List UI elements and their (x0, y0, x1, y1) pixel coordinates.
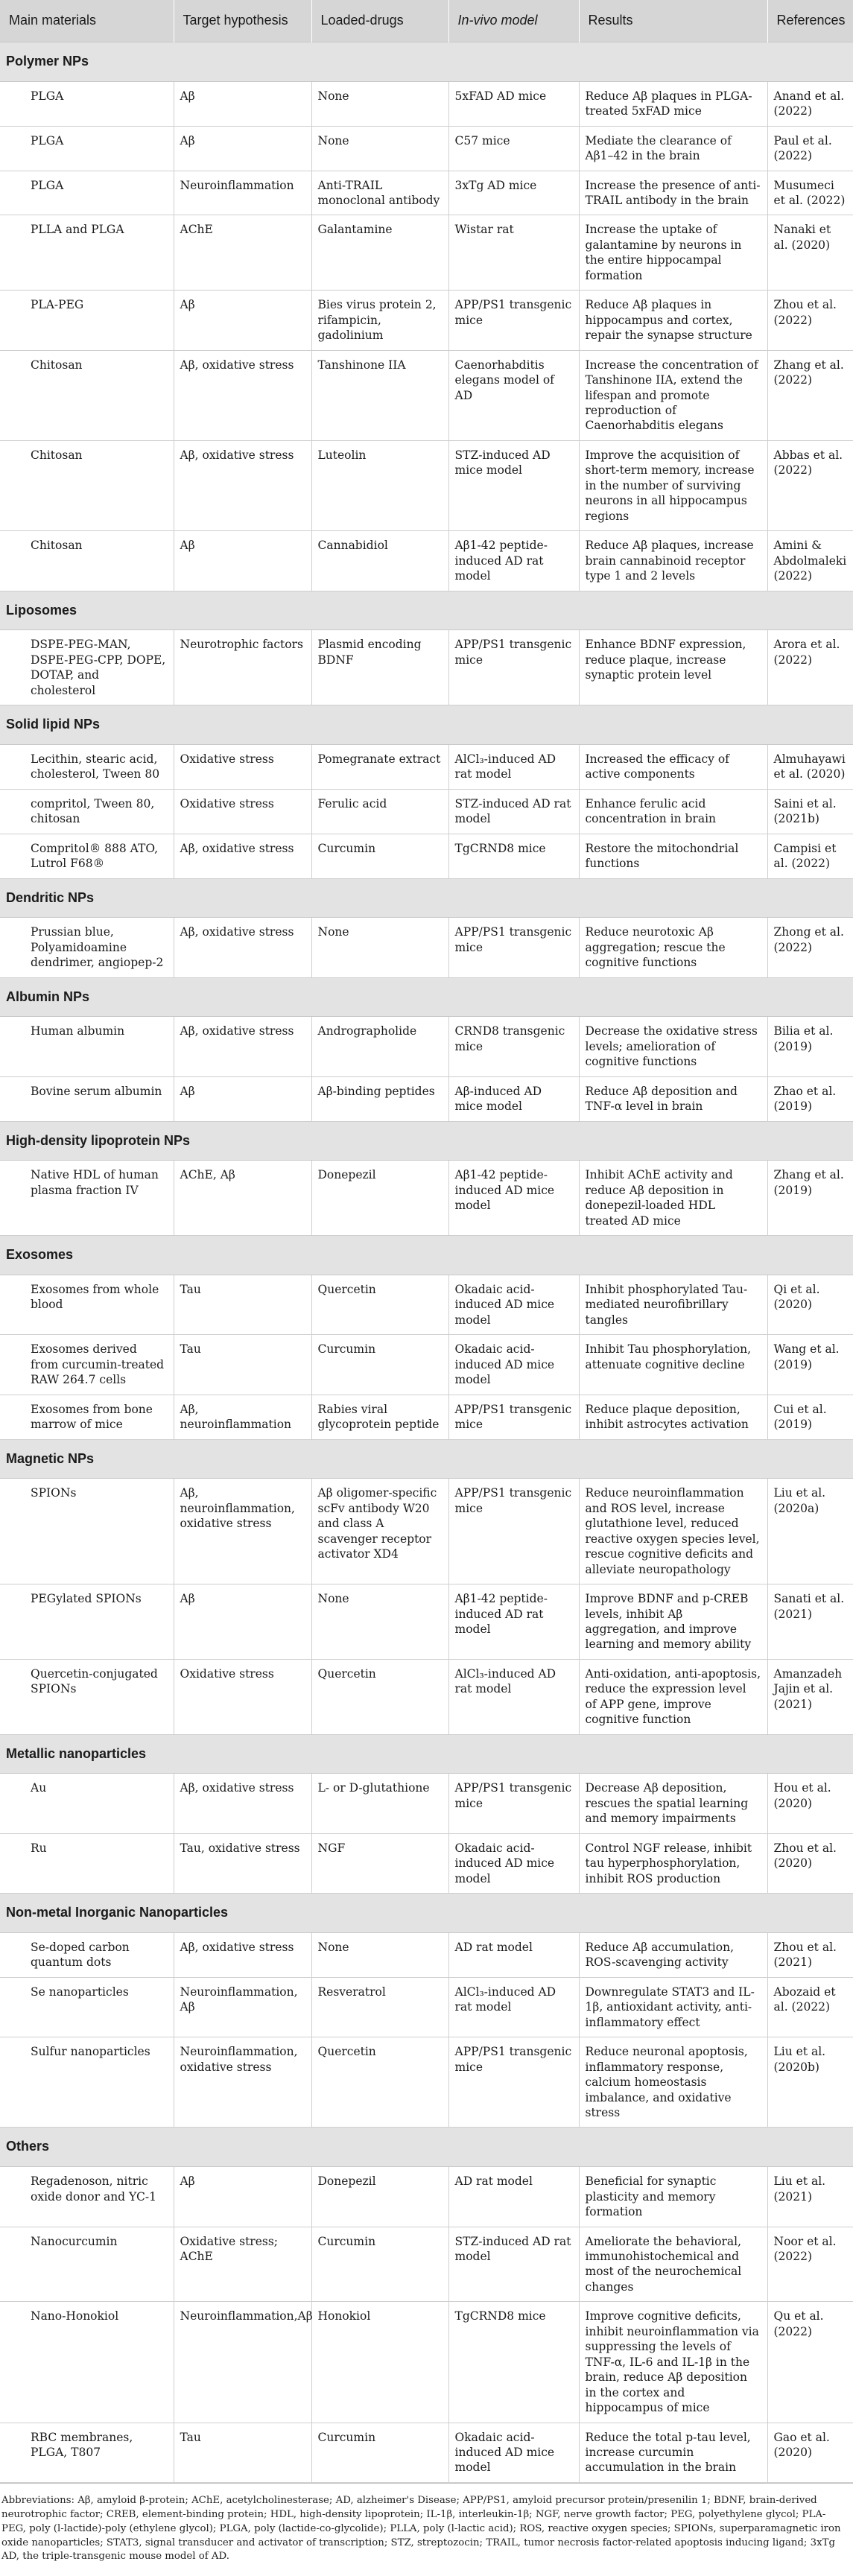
cell-loaded-drugs: L- or D-glutathione (311, 1774, 448, 1833)
cell-loaded-drugs: Plasmid encoding BDNF (311, 630, 448, 705)
table-row (0, 1161, 853, 1236)
header-row (0, 0, 853, 42)
section-row (0, 977, 853, 1017)
cell-loaded-drugs: Rabies viral glycoprotein peptide (311, 1395, 448, 1439)
cell-results: Enhance ferulic acid concentration in brain (579, 789, 767, 834)
cell-references: Noor et al. (2022) (767, 2227, 853, 2302)
cell-target-hypothesis: AChE (174, 215, 311, 291)
cell-references: Paul et al. (2022) (767, 126, 853, 171)
cell-main-materials: RBC membranes, PLGA, T807 (0, 2423, 174, 2482)
table-row (0, 1774, 853, 1833)
cell-loaded-drugs: Luteolin (311, 440, 448, 530)
cell-references: Anand et al. (2022) (767, 81, 853, 126)
section-title: Magnetic NPs (0, 1439, 853, 1479)
cell-loaded-drugs: Anti-TRAIL monoclonal antibody (311, 171, 448, 215)
section-title: Dendritic NPs (0, 878, 853, 918)
cell-main-materials: PLGA (0, 126, 174, 171)
cell-target-hypothesis: Aβ (174, 1076, 311, 1121)
cell-references: Sanati et al. (2021) (767, 1584, 853, 1660)
cell-target-hypothesis: Neuroinflammation (174, 171, 311, 215)
cell-results: Decrease the oxidative stress levels; amelioration of cognitive functions (579, 1017, 767, 1076)
cell-results: Restore the mitochondrial functions (579, 834, 767, 878)
table-row (0, 1395, 853, 1439)
cell-main-materials: PLLA and PLGA (0, 215, 174, 291)
cell-loaded-drugs: None (311, 126, 448, 171)
cell-loaded-drugs: Curcumin (311, 2227, 448, 2302)
cell-main-materials: SPIONs (0, 1479, 174, 1584)
cell-loaded-drugs: Ferulic acid (311, 789, 448, 834)
cell-target-hypothesis: Aβ, oxidative stress (174, 1932, 311, 1977)
cell-main-materials: Native HDL of human plasma fraction IV (0, 1161, 174, 1236)
cell-in-vivo-model: AlCl₃-induced AD rat model (448, 744, 579, 789)
cell-references: Zhou et al. (2021) (767, 1932, 853, 1977)
cell-loaded-drugs: None (311, 1932, 448, 1977)
table-row (0, 1335, 853, 1395)
section-row (0, 1439, 853, 1479)
cell-loaded-drugs: Quercetin (311, 2037, 448, 2128)
table-row (0, 1584, 853, 1660)
cell-references: Abbas et al. (2022) (767, 440, 853, 530)
cell-main-materials: PEGylated SPIONs (0, 1584, 174, 1660)
cell-results: Increased the efficacy of active components (579, 744, 767, 789)
section-row (0, 1894, 853, 1933)
cell-references: Zhang et al. (2019) (767, 1161, 853, 1236)
cell-target-hypothesis: Neuroinflammation, oxidative stress (174, 2037, 311, 2128)
cell-in-vivo-model: Okadaic acid- induced AD mice model (448, 1335, 579, 1395)
cell-main-materials: Human albumin (0, 1017, 174, 1076)
table-row (0, 2302, 853, 2423)
cell-in-vivo-model: AD rat model (448, 2167, 579, 2227)
cell-references: Nanaki et al. (2020) (767, 215, 853, 291)
cell-results: Reduce Aβ plaques in hippocampus and cortex, repair the synapse structure (579, 291, 767, 350)
cell-main-materials: compritol, Tween 80, chitosan (0, 789, 174, 834)
cell-main-materials: Prussian blue, Polyamidoamine dendrimer, angiopep-2 (0, 918, 174, 977)
cell-references: Amanzadeh Jajin et al. (2021) (767, 1659, 853, 1734)
cell-main-materials: Bovine serum albumin (0, 1076, 174, 1121)
cell-in-vivo-model: 5xFAD AD mice (448, 81, 579, 126)
cell-in-vivo-model: Aβ1-42 peptide-induced AD mice model (448, 1161, 579, 1236)
cell-references: Liu et al. (2021) (767, 2167, 853, 2227)
cell-results: Inhibit phosphorylated Tau-mediated neurofibrillary tangles (579, 1275, 767, 1335)
cell-references: Liu et al. (2020b) (767, 2037, 853, 2128)
cell-in-vivo-model: APP/PS1 transgenic mice (448, 2037, 579, 2128)
cell-results: Reduce Aβ plaques, increase brain cannabinoid receptor type 1 and 2 levels (579, 531, 767, 591)
table-header (0, 0, 853, 42)
cell-target-hypothesis: AChE, Aβ (174, 1161, 311, 1236)
table-row (0, 1659, 853, 1734)
table-row (0, 2167, 853, 2227)
cell-loaded-drugs: Honokiol (311, 2302, 448, 2423)
cell-references: Zhou et al. (2020) (767, 1833, 853, 1893)
cell-references: Campisi et al. (2022) (767, 834, 853, 878)
cell-main-materials: PLA-PEG (0, 291, 174, 350)
section-title: Metallic nanoparticles (0, 1734, 853, 1774)
table-row (0, 1017, 853, 1076)
cell-results: Decrease Aβ deposition, rescues the spatial learning and memory impairments (579, 1774, 767, 1833)
table-row (0, 531, 853, 591)
section-row (0, 591, 853, 630)
table-row (0, 834, 853, 878)
cell-loaded-drugs: Donepezil (311, 1161, 448, 1236)
cell-main-materials: Se-doped carbon quantum dots (0, 1932, 174, 1977)
cell-target-hypothesis: Neuroinflammation,Aβ (174, 2302, 311, 2423)
cell-loaded-drugs: Resveratrol (311, 1977, 448, 2037)
cell-main-materials: Chitosan (0, 531, 174, 591)
section-title: Others (0, 2128, 853, 2167)
cell-references: Musumeci et al. (2022) (767, 171, 853, 215)
cell-results: Mediate the clearance of Aβ1–42 in the brain (579, 126, 767, 171)
cell-results: Reduce Aβ deposition and TNF-α level in brain (579, 1076, 767, 1121)
table-row (0, 440, 853, 530)
cell-main-materials: DSPE-PEG-MAN, DSPE-PEG-CPP, DOPE, DOTAP, and cholesterol (0, 630, 174, 705)
cell-references: Bilia et al. (2019) (767, 1017, 853, 1076)
cell-results: Inhibit Tau phosphorylation, attenuate cognitive decline (579, 1335, 767, 1395)
cell-target-hypothesis: Aβ, oxidative stress (174, 350, 311, 440)
cell-results: Improve BDNF and p-CREB levels, inhibit Aβ aggregation, and improve learning and memory ability (579, 1584, 767, 1660)
cell-main-materials: Compritol® 888 ATO, Lutrol F68® (0, 834, 174, 878)
cell-results: Anti-oxidation, anti-apoptosis, reduce the expression level of APP gene, improve cognitive function (579, 1659, 767, 1734)
header-main-materials: Main materials (0, 0, 174, 42)
cell-in-vivo-model: APP/PS1 transgenic mice (448, 918, 579, 977)
cell-loaded-drugs: Aβ oligomer-specific scFv antibody W20 and class A scavenger receptor activator XD4 (311, 1479, 448, 1584)
cell-loaded-drugs: Donepezil (311, 2167, 448, 2227)
cell-in-vivo-model: TgCRND8 mice (448, 834, 579, 878)
cell-target-hypothesis: Aβ (174, 2167, 311, 2227)
cell-in-vivo-model: APP/PS1 transgenic mice (448, 1395, 579, 1439)
section-row (0, 1236, 853, 1275)
cell-loaded-drugs: Curcumin (311, 2423, 448, 2482)
cell-references: Qu et al. (2022) (767, 2302, 853, 2423)
cell-references: Arora et al. (2022) (767, 630, 853, 705)
cell-in-vivo-model: Caenorhabditis elegans model of AD (448, 350, 579, 440)
table-row (0, 1932, 853, 1977)
cell-references: Saini et al. (2021b) (767, 789, 853, 834)
cell-results: Reduce neuroinflammation and ROS level, increase glutathione level, reduced reactive oxygen species level, rescue cognitive deficits and alleviate neuropathology (579, 1479, 767, 1584)
cell-in-vivo-model: 3xTg AD mice (448, 171, 579, 215)
cell-loaded-drugs: Bies virus protein 2, rifampicin, gadolinium (311, 291, 448, 350)
cell-references: Wang et al. (2019) (767, 1335, 853, 1395)
cell-in-vivo-model: AlCl₃-induced AD rat model (448, 1977, 579, 2037)
cell-target-hypothesis: Aβ (174, 1584, 311, 1660)
cell-references: Gao et al. (2020) (767, 2423, 853, 2482)
cell-target-hypothesis: Oxidative stress; AChE (174, 2227, 311, 2302)
cell-target-hypothesis: Aβ, neuroinflammation (174, 1395, 311, 1439)
cell-in-vivo-model: C57 mice (448, 126, 579, 171)
section-title: Polymer NPs (0, 42, 853, 82)
cell-main-materials: Se nanoparticles (0, 1977, 174, 2037)
cell-target-hypothesis: Aβ, oxidative stress (174, 834, 311, 878)
section-row (0, 1121, 853, 1161)
cell-references: Cui et al. (2019) (767, 1395, 853, 1439)
cell-target-hypothesis: Aβ (174, 531, 311, 591)
cell-target-hypothesis: Aβ (174, 81, 311, 126)
table-row (0, 2037, 853, 2128)
cell-results: Beneficial for synaptic plasticity and memory formation (579, 2167, 767, 2227)
table-footnote: Abbreviations: Aβ, amyloid β-protein; AChE, acetylcholinesterase; AD, alzheimer's Disease; APP/PS1, amyloid precursor protein/presenilin 1; BDNF, brain-derived neurotrophic factor; CREB, element-binding protein; HDL, high-density lipoprotein; IL-1β, interleukin-1β; NGF, nerve growth factor; PEG, polyethylene glycol; PLA-PEG, poly (l-lactide)-poly (ethylene glycol); PLGA, poly (lactide-co-glycolide); PLLA, poly (l-lactic acid); ROS, reactive oxygen species; SPIONs, superparamagnetic iron oxide nanoparticles; STAT3, signal transducer and activator of transcription; STZ, streptozocin; TRAIL, tumor necrosis factor-related apoptosis inducing ligand; 3xTg AD, the triple-transgenic mouse model of AD. (0, 2483, 853, 2576)
section-row (0, 2128, 853, 2167)
cell-results: Improve cognitive deficits, inhibit neuroinflammation via suppressing the levels of TNF-α, IL-6 and IL-1β in the brain, reduce Aβ deposition in the cortex and hippocampus of mice (579, 2302, 767, 2423)
section-title: Exosomes (0, 1236, 853, 1275)
cell-main-materials: Chitosan (0, 440, 174, 530)
header-references: References (767, 0, 853, 42)
table-row (0, 126, 853, 171)
cell-loaded-drugs: NGF (311, 1833, 448, 1893)
cell-in-vivo-model: STZ-induced AD rat model (448, 2227, 579, 2302)
header-in-vivo-model: In-vivo model (448, 0, 579, 42)
cell-references: Almuhayawi et al. (2020) (767, 744, 853, 789)
cell-main-materials: Chitosan (0, 350, 174, 440)
cell-target-hypothesis: Tau (174, 2423, 311, 2482)
cell-loaded-drugs: Curcumin (311, 834, 448, 878)
cell-main-materials: Exosomes from bone marrow of mice (0, 1395, 174, 1439)
cell-main-materials: Quercetin-conjugated SPIONs (0, 1659, 174, 1734)
table-row (0, 789, 853, 834)
cell-results: Inhibit AChE activity and reduce Aβ deposition in donepezil-loaded HDL treated AD mice (579, 1161, 767, 1236)
cell-references: Zhao et al. (2019) (767, 1076, 853, 1121)
cell-main-materials: Nanocurcumin (0, 2227, 174, 2302)
table-row (0, 171, 853, 215)
cell-target-hypothesis: Aβ, oxidative stress (174, 1774, 311, 1833)
cell-target-hypothesis: Neuroinflammation, Aβ (174, 1977, 311, 2037)
cell-target-hypothesis: Oxidative stress (174, 1659, 311, 1734)
cell-results: Increase the presence of anti-TRAIL antibody in the brain (579, 171, 767, 215)
table-body (0, 42, 853, 2483)
cell-references: Zhou et al. (2022) (767, 291, 853, 350)
cell-target-hypothesis: Tau (174, 1275, 311, 1335)
cell-main-materials: Ru (0, 1833, 174, 1893)
cell-results: Reduce Aβ accumulation, ROS-scavenging activity (579, 1932, 767, 1977)
cell-target-hypothesis: Oxidative stress (174, 789, 311, 834)
cell-main-materials: Au (0, 1774, 174, 1833)
cell-in-vivo-model: Okadaic acid- induced AD mice model (448, 1833, 579, 1893)
cell-in-vivo-model: STZ-induced AD mice model (448, 440, 579, 530)
table-row (0, 350, 853, 440)
cell-results: Control NGF release, inhibit tau hyperphosphorylation, inhibit ROS production (579, 1833, 767, 1893)
cell-in-vivo-model: Wistar rat (448, 215, 579, 291)
table-row (0, 918, 853, 977)
header-results: Results (579, 0, 767, 42)
cell-target-hypothesis: Oxidative stress (174, 744, 311, 789)
cell-target-hypothesis: Tau (174, 1335, 311, 1395)
cell-in-vivo-model: Okadaic acid- induced AD mice model (448, 2423, 579, 2482)
cell-results: Reduce plaque deposition, inhibit astrocytes activation (579, 1395, 767, 1439)
cell-target-hypothesis: Aβ (174, 291, 311, 350)
cell-main-materials: PLGA (0, 171, 174, 215)
table-row (0, 1076, 853, 1121)
cell-results: Reduce the total p-tau level, increase curcumin accumulation in the brain (579, 2423, 767, 2482)
cell-target-hypothesis: Aβ, oxidative stress (174, 1017, 311, 1076)
cell-in-vivo-model: Okadaic acid- induced AD mice model (448, 1275, 579, 1335)
cell-main-materials: PLGA (0, 81, 174, 126)
cell-in-vivo-model: CRND8 transgenic mice (448, 1017, 579, 1076)
section-title: Solid lipid NPs (0, 705, 853, 745)
cell-loaded-drugs: Andrographolide (311, 1017, 448, 1076)
section-title: Non-metal Inorganic Nanoparticles (0, 1894, 853, 1933)
cell-loaded-drugs: Galantamine (311, 215, 448, 291)
header-target-hypothesis: Target hypothesis (174, 0, 311, 42)
cell-loaded-drugs: Aβ-binding peptides (311, 1076, 448, 1121)
table-row (0, 81, 853, 126)
table-row (0, 1275, 853, 1335)
cell-in-vivo-model: Aβ1-42 peptide-induced AD rat model (448, 531, 579, 591)
cell-target-hypothesis: Tau, oxidative stress (174, 1833, 311, 1893)
cell-main-materials: Regadenoson, nitric oxide donor and YC-1 (0, 2167, 174, 2227)
cell-references: Amini & Abdolmaleki (2022) (767, 531, 853, 591)
section-row (0, 705, 853, 745)
cell-loaded-drugs: Cannabidiol (311, 531, 448, 591)
table-row (0, 215, 853, 291)
table-row (0, 1479, 853, 1584)
cell-in-vivo-model: APP/PS1 transgenic mice (448, 630, 579, 705)
cell-loaded-drugs: Quercetin (311, 1275, 448, 1335)
cell-in-vivo-model: AlCl₃-induced AD rat model (448, 1659, 579, 1734)
cell-references: Abozaid et al. (2022) (767, 1977, 853, 2037)
cell-target-hypothesis: Aβ (174, 126, 311, 171)
cell-main-materials: Lecithin, stearic acid, cholesterol, Tween 80 (0, 744, 174, 789)
cell-results: Increase the uptake of galantamine by neurons in the entire hippocampal formation (579, 215, 767, 291)
cell-in-vivo-model: Aβ-induced AD mice model (448, 1076, 579, 1121)
section-row (0, 878, 853, 918)
section-title: Albumin NPs (0, 977, 853, 1017)
cell-target-hypothesis: Aβ, oxidative stress (174, 918, 311, 977)
cell-in-vivo-model: Aβ1-42 peptide-induced AD rat model (448, 1584, 579, 1660)
cell-references: Zhang et al. (2022) (767, 350, 853, 440)
table-row (0, 2227, 853, 2302)
cell-results: Reduce neuronal apoptosis, inflammatory response, calcium homeostasis imbalance, and oxidative stress (579, 2037, 767, 2128)
cell-main-materials: Nano-Honokiol (0, 2302, 174, 2423)
cell-results: Reduce neurotoxic Aβ aggregation; rescue the cognitive functions (579, 918, 767, 977)
cell-loaded-drugs: None (311, 918, 448, 977)
table-row (0, 1977, 853, 2037)
header-loaded-drugs: Loaded-drugs (311, 0, 448, 42)
cell-loaded-drugs: Quercetin (311, 1659, 448, 1734)
cell-results: Increase the concentration of Tanshinone IIA, extend the lifespan and promote reproduction of Caenorhabditis elegans (579, 350, 767, 440)
table-row (0, 630, 853, 705)
table-row (0, 744, 853, 789)
cell-loaded-drugs: Tanshinone IIA (311, 350, 448, 440)
section-title: Liposomes (0, 591, 853, 630)
section-title: High-density lipoprotein NPs (0, 1121, 853, 1161)
cell-results: Improve the acquisition of short-term memory, increase in the number of surviving neurons in all hippocampus regions (579, 440, 767, 530)
cell-in-vivo-model: AD rat model (448, 1932, 579, 1977)
table-row (0, 1833, 853, 1893)
cell-results: Downregulate STAT3 and IL-1β, antioxidant activity, anti-inflammatory effect (579, 1977, 767, 2037)
cell-in-vivo-model: STZ-induced AD rat model (448, 789, 579, 834)
cell-main-materials: Exosomes from whole blood (0, 1275, 174, 1335)
cell-target-hypothesis: Neurotrophic factors (174, 630, 311, 705)
cell-in-vivo-model: TgCRND8 mice (448, 2302, 579, 2423)
section-row (0, 1734, 853, 1774)
cell-loaded-drugs: Curcumin (311, 1335, 448, 1395)
cell-results: Ameliorate the behavioral, immunohistochemical and most of the neurochemical changes (579, 2227, 767, 2302)
cell-results: Enhance BDNF expression, reduce plaque, increase synaptic protein level (579, 630, 767, 705)
cell-references: Hou et al. (2020) (767, 1774, 853, 1833)
cell-references: Zhong et al. (2022) (767, 918, 853, 977)
cell-target-hypothesis: Aβ, oxidative stress (174, 440, 311, 530)
cell-target-hypothesis: Aβ, neuroinflammation, oxidative stress (174, 1479, 311, 1584)
cell-loaded-drugs: None (311, 1584, 448, 1660)
cell-references: Liu et al. (2020a) (767, 1479, 853, 1584)
cell-loaded-drugs: None (311, 81, 448, 126)
cell-in-vivo-model: APP/PS1 transgenic mice (448, 1774, 579, 1833)
cell-results: Reduce Aβ plaques in PLGA-treated 5xFAD mice (579, 81, 767, 126)
cell-references: Qi et al. (2020) (767, 1275, 853, 1335)
cell-main-materials: Exosomes derived from curcumin-treated RAW 264.7 cells (0, 1335, 174, 1395)
section-row (0, 42, 853, 82)
table-row (0, 291, 853, 350)
cell-loaded-drugs: Pomegranate extract (311, 744, 448, 789)
table-row (0, 2423, 853, 2482)
cell-main-materials: Sulfur nanoparticles (0, 2037, 174, 2128)
cell-in-vivo-model: APP/PS1 transgenic mice (448, 291, 579, 350)
cell-in-vivo-model: APP/PS1 transgenic mice (448, 1479, 579, 1584)
